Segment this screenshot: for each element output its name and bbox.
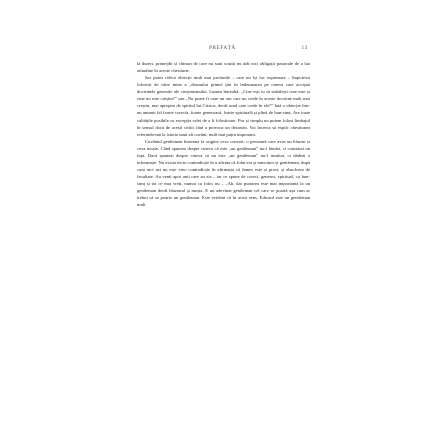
- body-text: [137, 60, 310, 208]
- paragraph-1: la dureri, primejdii și chinuri de care nu sunt scutiți nu atât nici obligații pastorale de a lua atitudine în aceste chestiune.: [137, 61, 310, 74]
- running-head: [0, 44, 445, 54]
- page-number: 13: [301, 46, 308, 51]
- paragraph-3: Cuvântul gentleman însemna la origine ceva concret: o persoană care avea un blazon și ceva moșie. Când spuneai despre cineva că este „un gentleman” nu-l lăudai, ci constatai un fapt. Dacă spuneai despre cineva că nu este „un gentleman” nu-l insultai, ci dădeai o informație. Nu exista nicio contradicție în a afirma că John era și mincinos și gentleman, după cum nici azi nu este vreo contradicție în afirmația că James este și prost, și absolvent de facultate. Au venit apoi unii care au zis – iar ce spune de corect, generos, spiritual, cu bun-simț și tot ce mai vreți, numai cu folos nu – „Ah, dar purtarea este mai importantă la un gentleman decât blazonul și moșia. E un adevărat gentleman cel care se poartă așa cum ar trebui să se poarte un gentleman. Este evident că în acest sens, Edward este un gentleman mult: [137, 138, 310, 208]
- running-title: PREFAȚĂ: [209, 46, 236, 51]
- paragraph-2: Sar putea ridica obiecții mult mai profunde – care nu își fac exprimare – împotriva folosirii de către mine a „drumului primei țări în îndemnarea pe cinevа care acceptă doctrinele generale ale creștinismului. Lumea întreabă: „Cine ești tu să stabilești cine este și cine nu este creștin?” sau „Nu poate fi oare un om care nu crede în aceste doctrine mult mai creștin, mai apropiat de spiritul lui Cristos, decât unul care crede în ele?” Iată o obiecție într-un anumit fel foarte corectă, foarte generoasă, foarte spirituală și plină de bun-simț. Are toate calitățile posibile cu excepția celei de a fi folositoare. Pur și simplu nu putem folosi limbajul în sensul dorit de acești critici fără a provoca un dezastru. Voi încerca să explic chestiunea referindu-mă la istoria unui alt cuvânt, mult mai puțin important.: [137, 75, 310, 137]
